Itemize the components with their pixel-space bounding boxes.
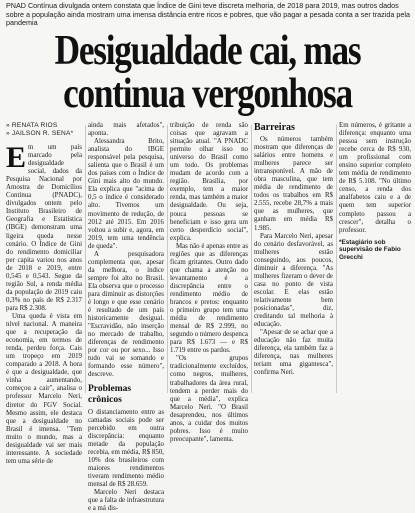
body-paragraph: Uma queda é vista em nível nacional. A maneira que a recuperação da economia, em termos de renda, perdeu força. Cais um tropeço em 2019 comparado a 2018. A hora é que a desigualdade, que vinha aumentando, começou a cair", analisa o professor Marcelo Neri, diretor do FGV Social. Mesmo assim, ele destaca que a desigualdade no Brasil é imensa. "Tem muito o mundo, mas a desigualdade vai ser mais interessante. A sociedade tem uma série de [6, 312, 82, 465]
article-kicker: PNAD Contínua divulgada ontem constata que Índice de Gini teve discreta melhoria, de 2018 para 2019, mas outros dados sobre a população ainda mostram uma imensa distância entre ricos e pobres, que vão pagar a pesada conta a ser trazida pela pandemia [6, 1, 410, 28]
body-paragraph: ainda mais afetados", aponta. [88, 122, 164, 138]
column-divider [251, 125, 252, 393]
byline-author: » JAILSON R. SENA* [6, 130, 74, 137]
article-column-3 [170, 122, 248, 444]
body-paragraph: A pesquisadora complementa que, apesar da melhora, o índice sempre foi alto no Brasil. Ela observa que o processo para diminuir as distorções é longo e que esse cenário é resultado de um país historicamente desigual. "Escravidão, não inserção no mercado de trabalho, diferenças de rendimento por cor ou por sexo... Isso tudo vai se somando e formando esse número", descreve. [88, 250, 164, 379]
article-column-5 [339, 122, 411, 261]
byline-author: » RENATA RIOS [6, 122, 58, 129]
body-paragraph: O distanciamento entre as camadas sociais pode ser percebido em outra discrepância: enquanto metade da população recebia, em média, R$ 850, 10% dos brasileiros com maiores rendimentos tiveram rendimento médio mensal de R$ 28.659. [88, 408, 164, 488]
section-subhead: Problemas crônicos [88, 383, 132, 405]
body-paragraph: "Apesar de se achar que a educação não faz muita diferença, ela também faz a diferença, nas mulheres teriam uma gigantesca", confirma Neri. [254, 329, 333, 377]
bylines [6, 122, 82, 138]
body-paragraph: Marcelo Neri destaca que a falta de infraestrutura e a má dis- [88, 488, 164, 513]
body-paragraph [6, 141, 82, 313]
body-paragraph: Os números também mostram que diferenças de salários entre homens e mulheres parece ser intransponível. A mão de obra masculina, que tem média de rendimento de todos os trabalhos em R$ 2.555, recebe 28,7% a mais que as mulheres, que ganham em média R$ 1.985. [254, 136, 333, 232]
column-divider [85, 125, 86, 393]
column-divider [336, 125, 337, 393]
body-paragraph: Mas não é apenas entre as regiões que as diferenças ficam gritantes. Outro dado que chama a atenção no levantamento é a discrepância entre o rendimento médio de brancos e pretos: enquanto o primeiro grupo tem uma média de rendimento mensal de R$ 2.999, no segundo o número despenca para R$ 1.673 — e R$ 1.719 entre os pardos. [170, 242, 248, 355]
article-column-2 [88, 122, 164, 513]
column-divider [167, 125, 168, 393]
body-text: m um país marcado pela desigualdade social, dados da Pesquisa Nacional por Amostra de Domicílios Contínua (PNADC), divulgados ontem pelo Instituto Brasileiro de Geografia e Estatística (IBGE) demonstram uma ligeira queda nesse cenário. O Índice de Gini do rendimento domiciliar per capita variou nos anos de 2018 e 2019, entre 0,545 e 0,543. Segue da região Sul, a renda média da população de 2019 caiu 0,3% no país de R$ 2.317 para R$ 2.308. [6, 144, 82, 312]
body-paragraph: tribuição de renda são coisas que agravam a situação atual. "A PNADC permite olhar isso no universo do Brasil como um todo. Os problemas mudam de acordo com a região. Brasília, por exemplo, tem a maior renda, mas também a maior desigualdade. Ou seja, pouca pessoas se beneficiam e isso gera um certo desperdício social", explica. [170, 122, 248, 242]
section-title: Barreiras [254, 122, 295, 133]
body-paragraph: Para Marcelo Neri, apesar do cenário desfavorável, as mulheres estão conseguindo, aos poucos, diminuir a diferença. "As mulheres fizeram o dever de casa no ponto de vista escolar. E elas estão relativamente bem posicionadas", diz, creditando tal melhoria à educação. [254, 232, 333, 329]
drop-cap: E [6, 141, 27, 174]
article-column-1 [6, 122, 82, 466]
article-column-4 [254, 122, 333, 377]
headline-line-1: Desigualdade cai, mas [54, 28, 361, 74]
body-paragraph: Em números, é gritante a diferença: enquanto uma pessoa sem instrução recebe cerca de R$ 930, um profissional com ensino superior completo tem média de rendimento de R$ 5.108. "No último censo, a renda dos analfabetos caiu e a de quem tem superior completo passou a crescer", detalha o professor. [339, 122, 411, 234]
footnote: *Estagiário sob supervisão de Fabio Grecchi [339, 238, 401, 261]
body-paragraph: Alessandra Brito, analista do IBGE responsável pela pesquisa, salienta que o Brasil é um dos países com o Índice de Gini mais alto do mundo. Ela explica que "acima de 0,5 o índice é considerado alto. Tivemos um movimento de redução, de 2012 até 2015. Em 2016 voltou a subir e, agora, em 2019, tem uma tendência de queda". [88, 138, 164, 250]
headline-line-2: continua vergonhosa [63, 71, 352, 117]
body-paragraph: "Os grupos tradicionalmente excluídos, como negros, mulheres, trabalhadores da área rural, tendem a perder mais do que a média", explica Marcelo Neri. "O Brasil desaprendeu, nos últimos anos, a cuidar dos muitos pobres. Isso é muito preocupante", lamenta. [170, 355, 248, 443]
